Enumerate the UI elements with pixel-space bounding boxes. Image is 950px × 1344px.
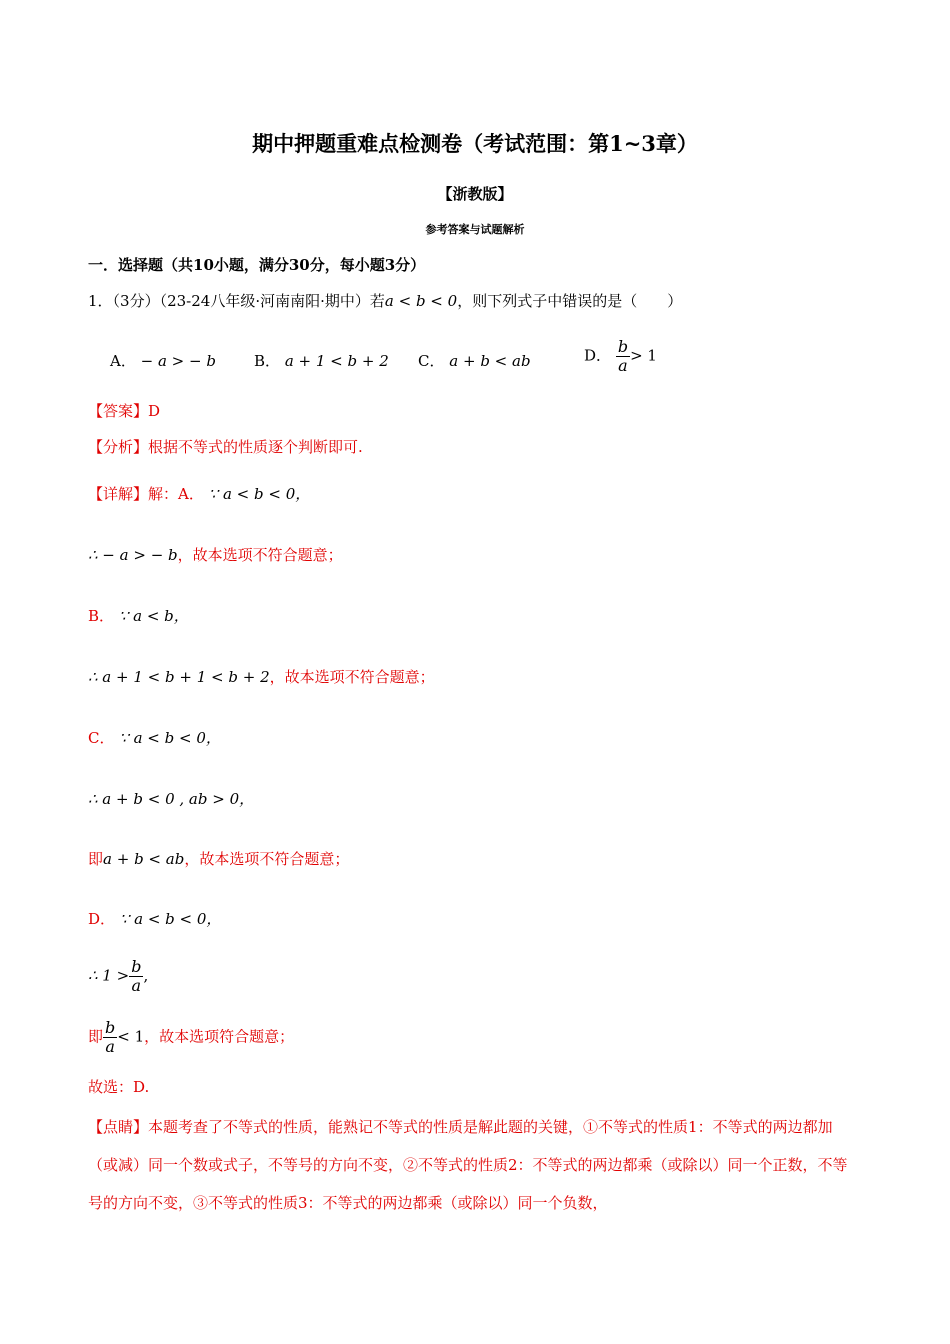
question-stem-math: a < b < 0 [384,292,458,310]
option-label: A． [110,352,136,370]
answer-line [88,400,160,421]
fraction [103,1019,117,1056]
analysis-text: 根据不等式的性质逐个判断即可. [148,438,363,456]
option-expr: a + b < ab [449,352,531,370]
detail-intro: 解：A． [148,485,204,503]
analysis-tag: 【分析】 [88,438,149,456]
question-stem-suffix: ，则下列式子中错误的是（ ） [457,292,683,310]
detail-math: a + b < ab [103,850,185,868]
answer-value: D [148,402,161,420]
fraction [129,958,143,995]
detail-math: ∴ a + 1 < b + 1 < b + 2 [88,668,270,686]
detail-line-a1 [88,483,310,504]
detail-line-a2 [88,544,343,565]
detail-math: ∵ a < b， [118,607,189,625]
question-score: （3分） [112,292,160,310]
detail-label: D． [88,910,116,928]
option-label: D． [584,346,612,365]
detail-math: ∵ a < b < 0， [208,485,311,503]
detail-text: ，故本选项不符合题意； [177,546,343,564]
edition-label: 【浙教版】 [437,185,513,203]
conclusion-line: 故选：D. [88,1078,150,1096]
section-heading: 一．选择题（共10小题，满分30分，每小题3分） [88,256,426,274]
detail-math: ∵ a < b < 0， [119,729,221,747]
subheading: 参考答案与试题解析 [425,223,525,236]
fraction-numerator: b [131,957,142,976]
detail-math: ∴ a + b < 0 , ab > 0， [88,790,255,808]
fraction-numerator: b [105,1018,116,1037]
remark-tag: 【点睛】 [88,1118,149,1136]
fraction-numerator: b [617,337,629,356]
detail-line-d1 [88,908,221,929]
fraction-denominator: a [618,356,628,375]
detail-line-b2 [88,666,435,687]
detail-line-c2 [88,788,254,809]
question-1 [88,290,682,311]
detail-tag: 【详解】 [88,485,149,503]
detail-text: ，故本选项不符合题意； [269,668,435,686]
option-label: B． [254,352,281,370]
detail-line-b1 [88,605,189,626]
detail-math: ∵ a < b < 0， [119,910,222,928]
page-title: 期中押题重难点检测卷（考试范围：第1~3章） [252,131,698,156]
answer-tag: 【答案】 [88,402,149,420]
option-expr: a + 1 < b + 2 [284,352,389,370]
detail-prefix: 即 [88,850,104,868]
detail-tail: , [143,966,149,985]
detail-tail: < 1 [117,1027,145,1046]
option-b [254,350,389,371]
detail-line-c3 [88,848,349,869]
question-number: 1． [88,292,113,310]
detail-math: ∴ − a > − b [88,546,178,564]
option-expr-tail: > 1 [630,346,657,365]
fraction-denominator: a [131,976,142,995]
detail-line-d2 [88,958,148,995]
option-d [584,338,657,375]
remark-text: 本题考查了不等式的性质，能熟记不等式的性质是解此题的关键，①不等式的性质1：不等式的两边都加（或减）同一个数或式子，不等号的方向不变，②不等式的性质2：不等式的两边都乘（或除以）同一个正数，不等号的方向不变，③不等式的性质3：不等式的两边都乘（或除以）同一个负数， [88,1118,848,1212]
fraction-denominator: a [105,1037,115,1056]
detail-line-c1 [88,727,221,748]
option-a [110,350,216,371]
detail-text: ，故本选项符合题意； [144,1027,295,1046]
detail-prefix: 即 [88,1027,104,1046]
detail-line-d3 [88,1019,294,1056]
question-stem-prefix: 若 [369,292,385,310]
remark-paragraph [88,1108,858,1222]
detail-text: ，故本选项不符合题意； [184,850,350,868]
option-label: C． [418,352,445,370]
detail-label: C． [88,729,115,747]
question-source: （23-24八年级·河南南阳·期中） [159,292,370,310]
detail-label: B． [88,607,115,625]
option-c [418,350,531,371]
option-expr: − a > − b [140,352,216,370]
detail-math: ∴ 1 > [88,966,130,985]
analysis-line [88,436,363,457]
fraction [616,338,630,375]
